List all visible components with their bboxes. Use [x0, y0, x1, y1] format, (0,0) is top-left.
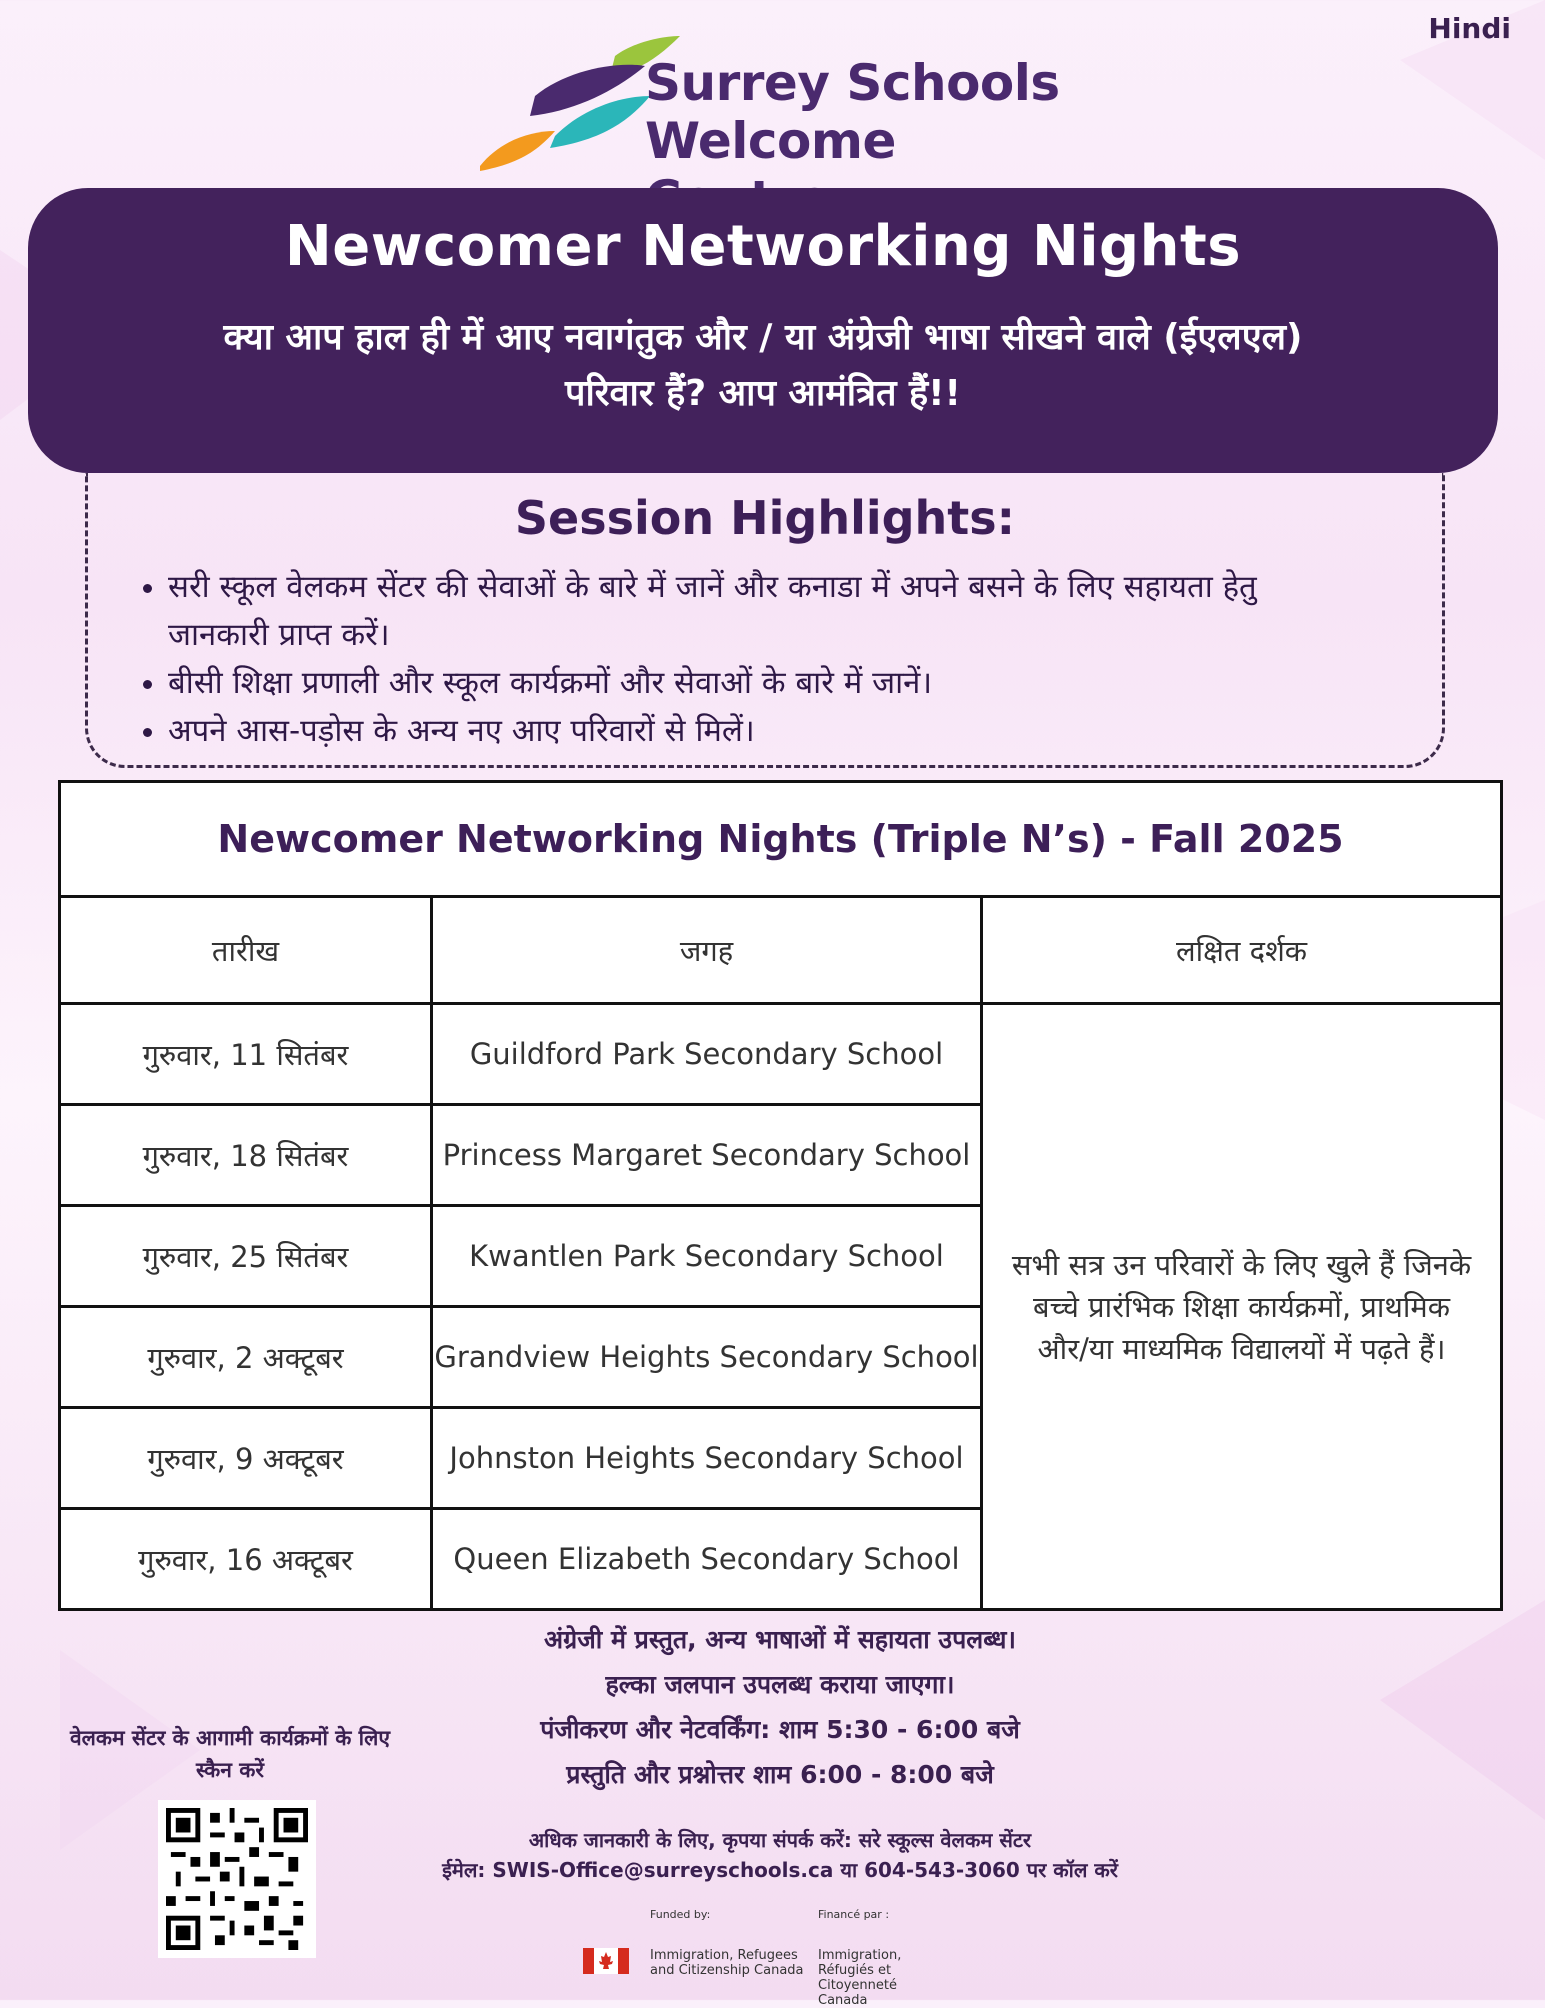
canada-flag-icon — [583, 1948, 629, 1974]
schedule-table — [58, 780, 1503, 1611]
language-tag: Hindi — [1428, 12, 1511, 45]
date-cell: गुरुवार, 11 सितंबर — [60, 1004, 432, 1105]
logo-line1: Surrey Schools — [645, 54, 1060, 112]
finance-par-label: Financé par : — [818, 1908, 890, 1921]
gov-name-english: Immigration, Refugees and Citizenship Canada — [650, 1948, 804, 1978]
gov-name-french: Immigration, Réfugiés et Citoyenneté Canada — [818, 1948, 902, 2008]
contact-line: अधिक जानकारी के लिए, कृपया संपर्क करें: सरे स्कूल्स वेलकम सेंटर — [528, 1828, 1032, 1852]
note-refreshments: हल्का जलपान उपलब्ध कराया जाएगा। — [605, 1670, 955, 1699]
column-header-audience: लक्षित दर्शक — [982, 897, 1502, 1004]
title-banner — [28, 188, 1498, 473]
place-cell: Guildford Park Secondary School — [432, 1004, 982, 1105]
date-cell: गुरुवार, 16 अक्टूबर — [60, 1509, 432, 1610]
session-highlights — [85, 473, 1445, 768]
contact-email-phone[interactable]: ईमेल: SWIS-Office@surreyschools.ca या 604-543-3060 पर कॉल करें — [442, 1858, 1118, 1882]
schedule-title: Newcomer Networking Nights (Triple N’s) - Fall 2025 — [60, 782, 1502, 897]
page-title: Newcomer Networking Nights — [284, 214, 1242, 279]
audience-cell: सभी सत्र उन परिवारों के लिए खुले हैं जिनके बच्चे प्रारंभिक शिक्षा कार्यक्रमों, प्राथमिक और/या माध्यमिक विद्यालयों में पढ़ते हैं। — [982, 1004, 1502, 1610]
qr-code[interactable] — [158, 1800, 316, 1958]
column-header-place: जगह — [432, 897, 982, 1004]
note-presentation-time: प्रस्तुति और प्रश्नोत्तर शाम 6:00 - 8:00 बजे — [566, 1760, 994, 1789]
date-cell: गुरुवार, 18 सितंबर — [60, 1105, 432, 1206]
place-cell: Grandview Heights Secondary School — [432, 1307, 982, 1408]
qr-code-icon — [166, 1808, 308, 1950]
table-row — [60, 1004, 1502, 1105]
scan-prompt: वेलकम सेंटर के आगामी कार्यक्रमों के लिए स्कैन करें — [70, 1726, 390, 1782]
date-cell: गुरुवार, 25 सितंबर — [60, 1206, 432, 1307]
highlight-item: • सरी स्कूल वेलकम सेंटर की सेवाओं के बारे में जानें और कनाडा में अपने बसने के लिए सहायता हेतु जानकारी प्राप्त करें। — [168, 563, 1352, 659]
logo — [475, 36, 1075, 176]
note-language: अंग्रेजी में प्रस्तुत, अन्य भाषाओं में सहायता उपलब्ध। — [544, 1625, 1016, 1654]
place-cell: Johnston Heights Secondary School — [432, 1408, 982, 1509]
place-cell: Princess Margaret Secondary School — [432, 1105, 982, 1206]
note-registration-time: पंजीकरण और नेटवर्किंग: शाम 5:30 - 6:00 बजे — [540, 1715, 1020, 1744]
column-header-date: तारीख — [60, 897, 432, 1004]
date-cell: गुरुवार, 9 अक्टूबर — [60, 1408, 432, 1509]
contact-info — [380, 1825, 1180, 1885]
highlight-item: • अपने आस-पड़ोस के अन्य नए आए परिवारों से मिलें। — [168, 707, 1352, 755]
place-cell: Queen Elizabeth Secondary School — [432, 1509, 982, 1610]
highlight-item: • बीसी शिक्षा प्रणाली और स्कूल कार्यक्रमों और सेवाओं के बारे में जानें। — [168, 659, 1352, 707]
place-cell: Kwantlen Park Secondary School — [432, 1206, 982, 1307]
highlights-heading: Session Highlights: — [514, 491, 1016, 545]
date-cell: गुरुवार, 2 अक्टूबर — [60, 1307, 432, 1408]
logo-leaves-icon — [475, 36, 655, 176]
highlights-list — [128, 563, 1352, 755]
funded-by-label: Funded by: — [650, 1908, 711, 1921]
logo-line2: Welcome — [645, 112, 896, 170]
event-notes — [400, 1617, 1160, 1797]
banner-subtitle: क्या आप हाल ही में आए नवागंतुक और / या अंग्रेजी भाषा सीखने वाले (ईएलएल) परिवार हैं? आप आमंत्रित हैं!! — [223, 317, 1303, 414]
